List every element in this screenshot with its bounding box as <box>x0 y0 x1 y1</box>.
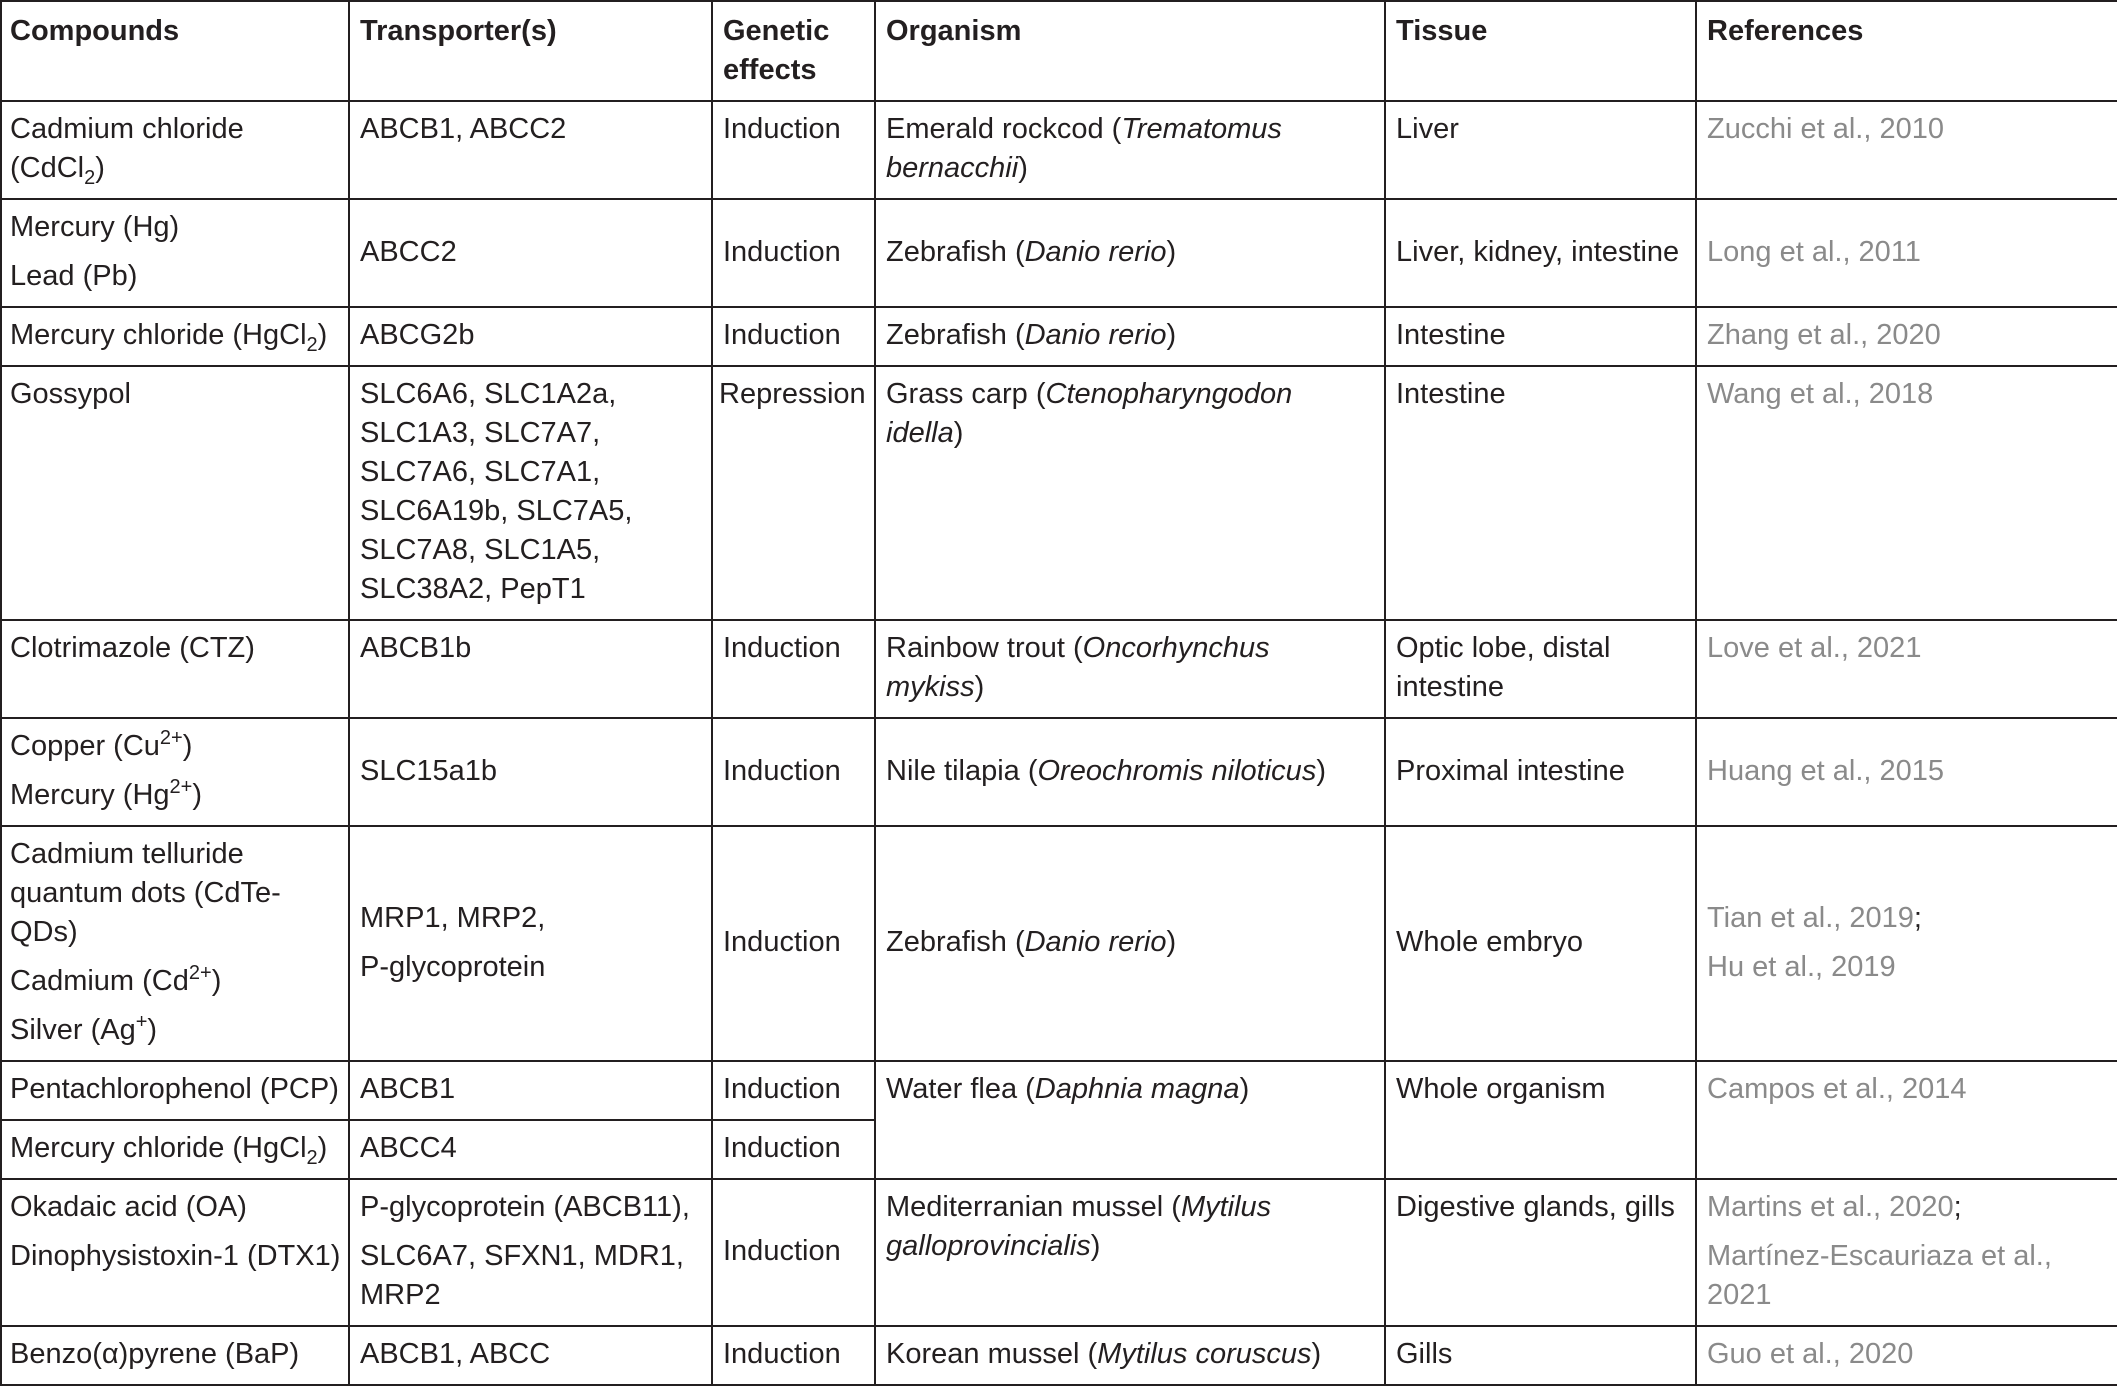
reference-cell: Long et al., 2011 <box>1696 199 2117 307</box>
compound-cell: Cadmium telluride quantum dots (CdTe-QDs) Cadmium $(Cd^{2+})$ Silver (Ag+) <box>1 826 349 1061</box>
table-row <box>1 1326 2117 1385</box>
header-transporters: Transporter(s) <box>349 1 712 101</box>
organism-cell: Water flea (Daphnia magna) <box>875 1061 1385 1179</box>
effect-cell: Induction <box>712 1326 875 1385</box>
effect-cell: Induction <box>712 307 875 366</box>
transporter-cell: ABCC4 <box>349 1120 712 1179</box>
tissue-cell: Optic lobe, distal intestine <box>1385 620 1696 718</box>
transporter-cell: ABCB1 <box>349 1061 712 1120</box>
transporter-cell: MRP1, MRP2, P-glycoprotein <box>349 826 712 1061</box>
tissue-cell: Gills <box>1385 1326 1696 1385</box>
reference-cell: Martins et al., 2020; Martínez-Escauriaza et al., 2021 <box>1696 1179 2117 1326</box>
organism-cell: Zebrafish (Danio rerio) <box>875 307 1385 366</box>
transporter-cell: ABCG2b <box>349 307 712 366</box>
reference-cell: Love et al., 2021 <box>1696 620 2117 718</box>
transporter-cell: SLC6A6, SLC1A2a, SLC1A3, SLC7A7, SLC7A6, SLC7A1, SLC6A19b, SLC7A5, SLC7A8, SLC1A5, SLC38A2, PepT1 <box>349 366 712 620</box>
effect-cell: Induction <box>712 1120 875 1179</box>
effect-cell: Induction <box>712 1061 875 1120</box>
table-row <box>1 1061 2117 1120</box>
compound-cell: Okadaic acid (OA) Dinophysistoxin-1 (DTX1) <box>1 1179 349 1326</box>
tissue-cell: Whole organism <box>1385 1061 1696 1179</box>
header-row <box>1 1 2117 101</box>
tissue-cell: Intestine <box>1385 307 1696 366</box>
compound-cell: Gossypol <box>1 366 349 620</box>
compound-cell: Clotrimazole (CTZ) <box>1 620 349 718</box>
transporter-cell: ABCB1b <box>349 620 712 718</box>
table-row <box>1 366 2117 620</box>
compound-cell: Cadmium chloride (CdCl$_2$) <box>1 101 349 199</box>
organism-cell: Korean mussel (Mytilus coruscus) <box>875 1326 1385 1385</box>
effect-cell: Induction <box>712 826 875 1061</box>
transporter-cell: ABCB1, ABCC <box>349 1326 712 1385</box>
organism-cell: Rainbow trout (Oncorhynchus mykiss) <box>875 620 1385 718</box>
header-tissue: Tissue <box>1385 1 1696 101</box>
reference-cell: Zucchi et al., 2010 <box>1696 101 2117 199</box>
tissue-cell: Liver <box>1385 101 1696 199</box>
compound-cell: Mercury (Hg) Lead (Pb) <box>1 199 349 307</box>
table-row <box>1 826 2117 1061</box>
effect-cell: Induction <box>712 620 875 718</box>
compound-cell: Copper $(Cu^{2+})$ Mercury $(Hg^{2+})$ <box>1 718 349 826</box>
effect-cell: Induction <box>712 718 875 826</box>
organism-cell: Nile tilapia (Oreochromis niloticus) <box>875 718 1385 826</box>
tissue-cell: Liver, kidney, intestine <box>1385 199 1696 307</box>
reference-cell: Tian et al., 2019; Hu et al., 2019 <box>1696 826 2117 1061</box>
effect-cell: Repression <box>712 366 875 620</box>
effect-cell: Induction <box>712 101 875 199</box>
header-references: References <box>1696 1 2117 101</box>
tissue-cell: Digestive glands, gills <box>1385 1179 1696 1326</box>
transporter-cell: ABCC2 <box>349 199 712 307</box>
header-organism: Organism <box>875 1 1385 101</box>
organism-cell: Zebrafish (Danio rerio) <box>875 199 1385 307</box>
table-row <box>1 620 2117 718</box>
organism-cell: Zebrafish (Danio rerio) <box>875 826 1385 1061</box>
compound-cell: Mercury chloride (HgCl$_2$) <box>1 307 349 366</box>
reference-cell: Guo et al., 2020 <box>1696 1326 2117 1385</box>
reference-cell: Wang et al., 2018 <box>1696 366 2117 620</box>
tissue-cell: Proximal intestine <box>1385 718 1696 826</box>
table-row <box>1 718 2117 826</box>
organism-cell: Mediterranian mussel (Mytilus galloprovincialis) <box>875 1179 1385 1326</box>
tissue-cell: Intestine <box>1385 366 1696 620</box>
reference-cell: Huang et al., 2015 <box>1696 718 2117 826</box>
reference-cell: Zhang et al., 2020 <box>1696 307 2117 366</box>
reference-cell: Campos et al., 2014 <box>1696 1061 2117 1179</box>
tissue-cell: Whole embryo <box>1385 826 1696 1061</box>
transporter-cell: SLC15a1b <box>349 718 712 826</box>
header-genetic-effects: Genetic effects <box>712 1 875 101</box>
table-row <box>1 307 2117 366</box>
organism-cell: Grass carp (Ctenopharyngodon idella) <box>875 366 1385 620</box>
compound-cell: Mercury chloride (HgCl$_2$) <box>1 1120 349 1179</box>
effect-cell: Induction <box>712 199 875 307</box>
organism-cell: Emerald rockcod (Trematomus bernacchii) <box>875 101 1385 199</box>
compound-cell: Benzo(α)pyrene (BaP) <box>1 1326 349 1385</box>
table-row <box>1 199 2117 307</box>
effect-cell: Induction <box>712 1179 875 1326</box>
compound-cell: Pentachlorophenol (PCP) <box>1 1061 349 1120</box>
table-row <box>1 1179 2117 1326</box>
table-row <box>1 101 2117 199</box>
header-compounds: Compounds <box>1 1 349 101</box>
transporter-cell: P-glycoprotein (ABCB11), SLC6A7, SFXN1, MDR1, MRP2 <box>349 1179 712 1326</box>
transporter-cell: ABCB1, ABCC2 <box>349 101 712 199</box>
